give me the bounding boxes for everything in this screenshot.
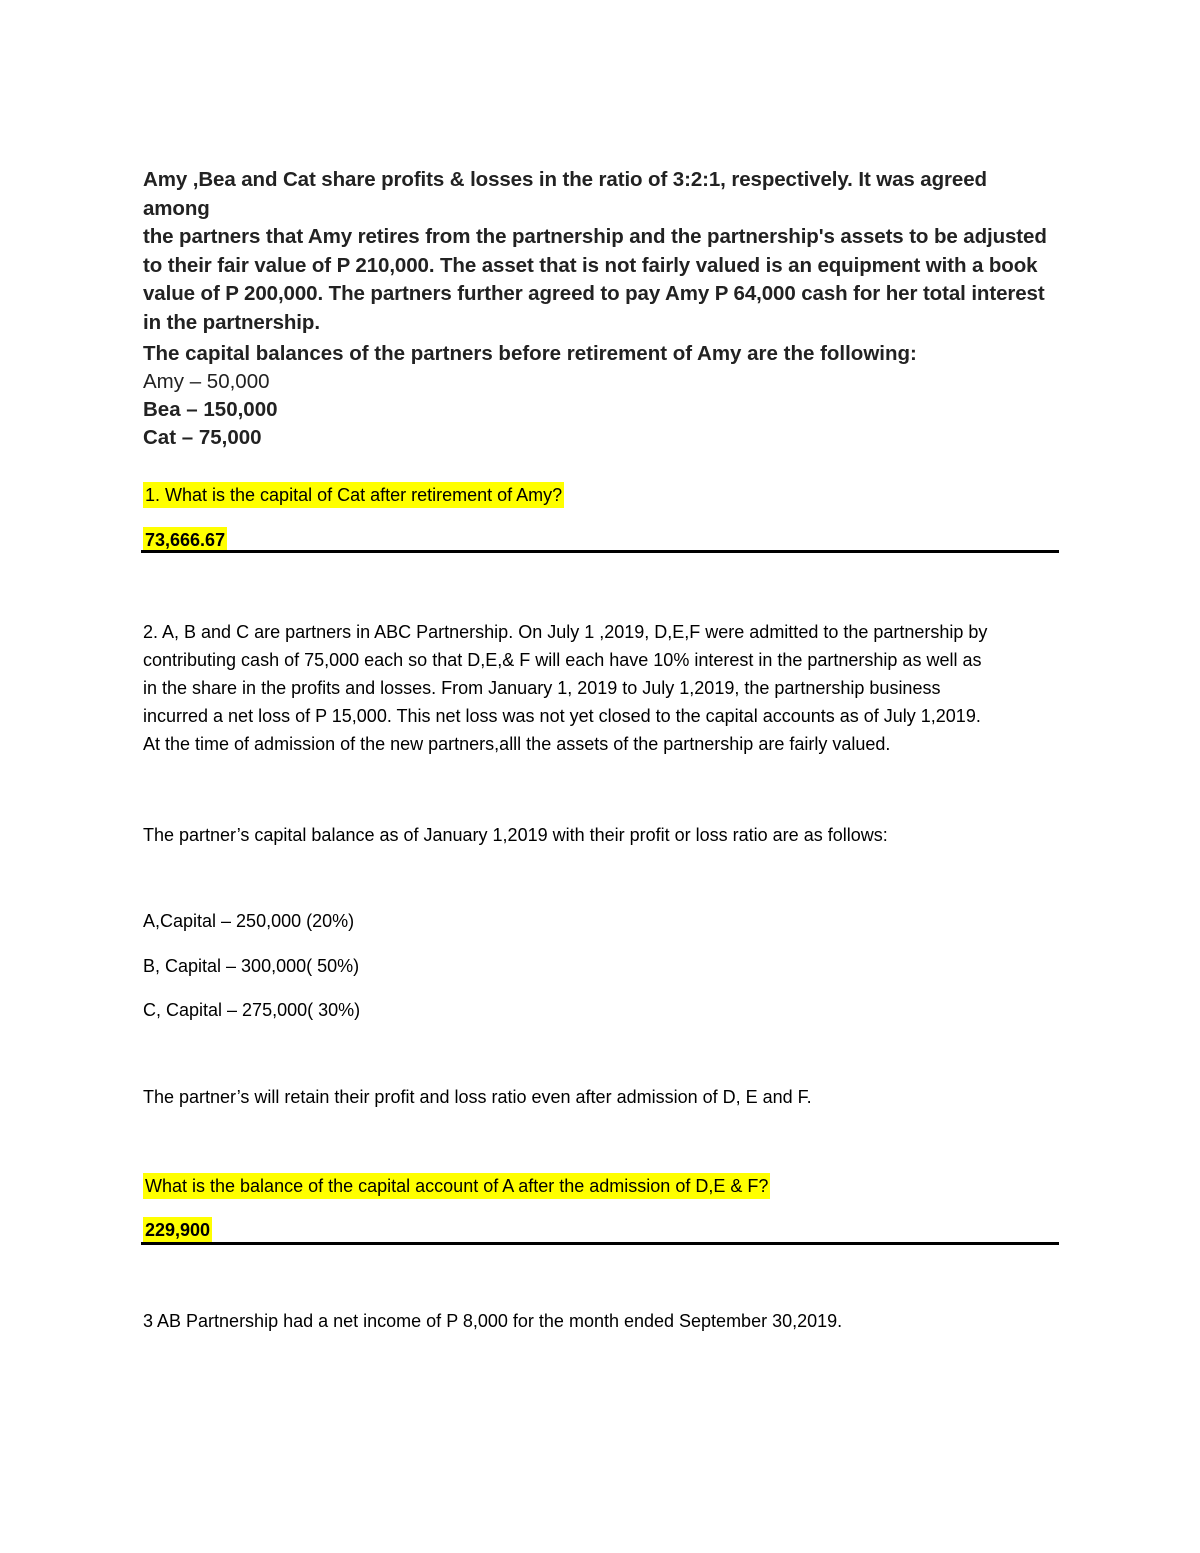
answer-highlight: 229,900	[143, 1217, 212, 1243]
retain-statement: The partner’s will retain their profit and loss ratio even after admission of D, E and F.	[143, 1087, 812, 1107]
problem2-line: in the share in the profits and losses. From January 1, 2019 to July 1,2019, the partnership business	[143, 678, 941, 698]
intro-line: to their fair value of P 210,000. The asset that is not fairly valued is an equipment with a book	[143, 253, 1038, 277]
problem1-balances	[143, 340, 1059, 452]
problem2-question	[143, 1173, 1059, 1199]
intro-line: in the partnership.	[143, 310, 320, 334]
problem3-text: 3 AB Partnership had a net income of P 8,000 for the month ended September 30,2019.	[143, 1311, 843, 1331]
section-divider	[141, 1242, 1059, 1245]
problem2-line: At the time of admission of the new partners,alll the assets of the partnership are fairly valued.	[143, 734, 891, 754]
balance-bea: Bea – 150,000	[143, 398, 278, 421]
balance-cat: Cat – 75,000	[143, 426, 262, 449]
question-highlight: What is the balance of the capital account of A after the admission of D,E & F?	[143, 1173, 770, 1199]
intro-line: Amy ,Bea and Cat share profits & losses in the ratio of 3:2:1, respectively. It was agreed among	[143, 168, 987, 220]
problem2-line: 2. A, B and C are partners in ABC Partnership. On July 1 ,2019, D,E,F were admitted to the partnership by	[143, 622, 988, 642]
section-divider	[141, 550, 1059, 553]
intro-line: value of P 200,000. The partners further agreed to pay Amy P 64,000 cash for her total interest	[143, 282, 1045, 305]
balance-amy: Amy – 50,000	[143, 370, 270, 393]
intro-line: the partners that Amy retires from the partnership and the partnership's assets to be adjusted	[143, 225, 1047, 248]
capital-b: B, Capital – 300,000( 50%)	[143, 956, 360, 976]
balances-heading: The capital balances of the partners before retirement of Amy are the following:	[143, 342, 917, 365]
capital-c: C, Capital – 275,000( 30%)	[143, 1000, 361, 1020]
question-highlight: 1. What is the capital of Cat after retirement of Amy?	[143, 482, 564, 508]
balance-statement: The partner’s capital balance as of January 1,2019 with their profit or loss ratio are as follows:	[143, 825, 888, 845]
problem2-text	[143, 618, 1059, 758]
problem2-answer	[143, 1217, 1059, 1243]
capital-a: A,Capital – 250,000 (20%)	[143, 911, 355, 931]
problem1-question	[143, 482, 1059, 508]
answer-highlight: 73,666.67	[143, 527, 227, 553]
problem2-line: incurred a net loss of P 15,000. This net loss was not yet closed to the capital accounts as of July 1,2019.	[143, 706, 981, 726]
problem1-intro	[143, 166, 1059, 337]
problem2-line: contributing cash of 75,000 each so that D,E,& F will each have 10% interest in the partnership as well as	[143, 650, 982, 670]
